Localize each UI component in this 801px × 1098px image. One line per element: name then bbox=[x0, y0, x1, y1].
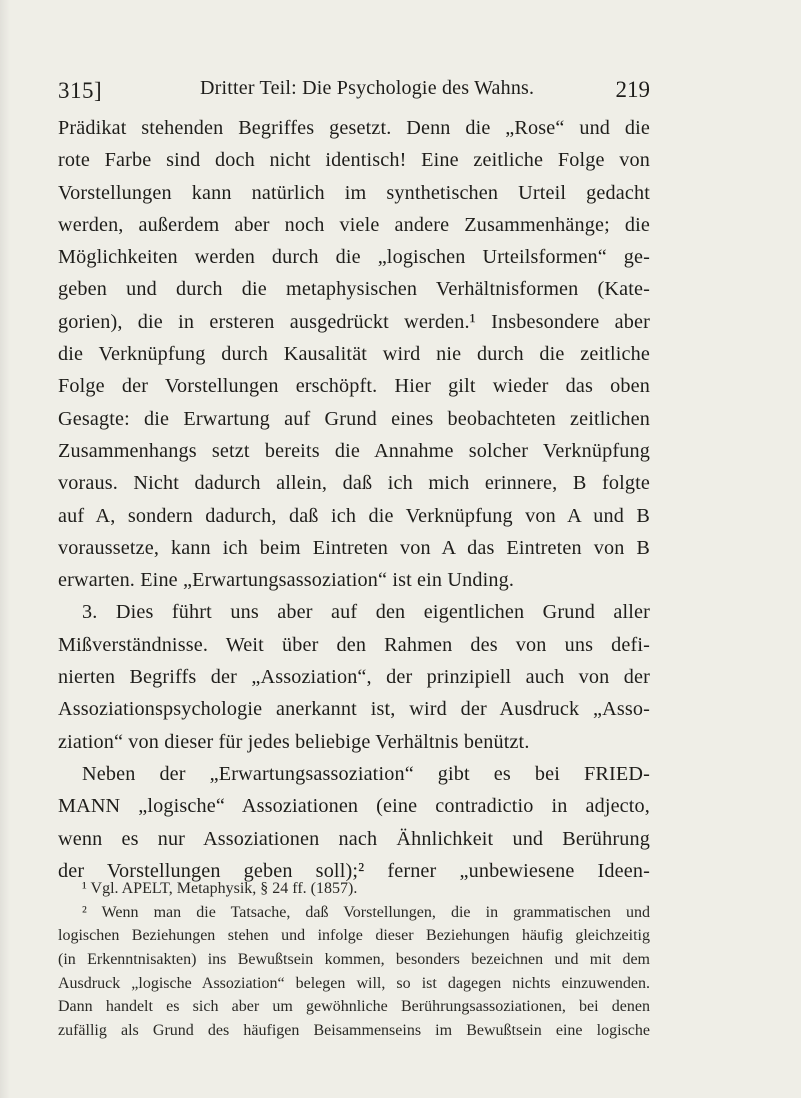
body-line: Assoziationspsychologie anerkannt ist, wird der Ausdruck „Asso- bbox=[58, 698, 650, 721]
footnote-line: zufällig als Grund des häufigen Beisammenseins im Bewußtsein eine logische bbox=[58, 1022, 650, 1040]
footnote-line: (in Erkenntnisakten) ins Bewußtsein kommen, besonders bezeichnen und mit dem bbox=[58, 951, 650, 969]
body-line: Möglichkeiten werden durch die „logischen Urteilsformen“ ge- bbox=[58, 246, 650, 269]
page-number-right: 219 bbox=[615, 77, 650, 102]
footnote-line: Ausdruck „logische Assoziation“ belegen will, so ist dagegen nichts einzuwenden. bbox=[58, 974, 650, 992]
body-line: Neben der „Erwartungsassoziation“ gibt es bei FRIED- bbox=[82, 762, 650, 785]
body-line: geben und durch die metaphysischen Verhältnisformen (Kate- bbox=[58, 278, 650, 301]
body-line: der Vorstellungen geben soll);² ferner „unbewiesene Ideen- bbox=[58, 859, 650, 882]
body-line: werden, außerdem aber noch viele andere Zusammenhänge; die bbox=[58, 213, 650, 236]
footnotes bbox=[58, 877, 650, 1043]
body-line: Prädikat stehenden Begriffes gesetzt. Denn die „Rose“ und die bbox=[58, 117, 650, 139]
footnote-line: logischen Beziehungen stehen und infolge dieser Beziehungen häufig gleichzeitig bbox=[58, 927, 650, 945]
body-line: gorien), die in ersteren ausgedrückt werden.¹ Insbesondere aber bbox=[58, 310, 650, 333]
body-line: wenn es nur Assoziationen nach Ähnlichkeit und Berührung bbox=[58, 827, 650, 850]
body-line: rote Farbe sind doch nicht identisch! Eine zeitliche Folge von bbox=[58, 149, 650, 172]
body-line: Folge der Vorstellungen erschöpft. Hier gilt wieder das oben bbox=[58, 375, 650, 398]
footnote-line: ¹ Vgl. APELT, Metaphysik, § 24 ff. (1857). bbox=[82, 880, 358, 897]
body-line: 3. Dies führt uns aber auf den eigentlichen Grund aller bbox=[82, 601, 650, 624]
body-line: voraussetze, kann ich beim Eintreten von A das Eintreten von B bbox=[58, 536, 650, 559]
body-line: Zusammenhangs setzt bereits die Annahme solcher Verknüpfung bbox=[58, 439, 650, 462]
body-line: MANN „logische“ Assoziationen (eine contradictio in adjecto, bbox=[58, 795, 650, 818]
body-line: die Verknüpfung durch Kausalität wird nie durch die zeitliche bbox=[58, 343, 650, 366]
body-line: Vorstellungen kann natürlich im synthetischen Urteil gedacht bbox=[58, 181, 650, 204]
body-line: erwarten. Eine „Erwartungsassoziation“ ist ein Unding. bbox=[58, 569, 515, 592]
body-line: auf A, sondern dadurch, daß ich die Verknüpfung von A und B bbox=[58, 504, 650, 527]
footnote-line: ² Wenn man die Tatsache, daß Vorstellungen, die in grammatischen und bbox=[82, 903, 650, 921]
body-line: nierten Begriffs der „Assoziation“, der prinzipiell auch von der bbox=[58, 666, 650, 689]
body-line: Mißverständnisse. Weit über den Rahmen des von uns defi- bbox=[58, 633, 650, 656]
running-header bbox=[58, 74, 650, 106]
page-number-left: 315] bbox=[58, 78, 103, 103]
body-line: ziation“ von dieser für jedes beliebige Verhältnis benützt. bbox=[58, 730, 530, 753]
body-line: voraus. Nicht dadurch allein, daß ich mich erinnere, B folgte bbox=[58, 472, 650, 495]
binding-shadow bbox=[0, 0, 10, 1098]
running-title: Dritter Teil: Die Psychologie des Wahns. bbox=[200, 77, 535, 99]
body-line: Gesagte: die Erwartung auf Grund eines beobachteten zeitlichen bbox=[58, 407, 650, 430]
footnote-line: Dann handelt es sich aber um gewöhnliche Berührungsassoziationen, bei denen bbox=[58, 998, 650, 1016]
body-text bbox=[58, 112, 650, 887]
